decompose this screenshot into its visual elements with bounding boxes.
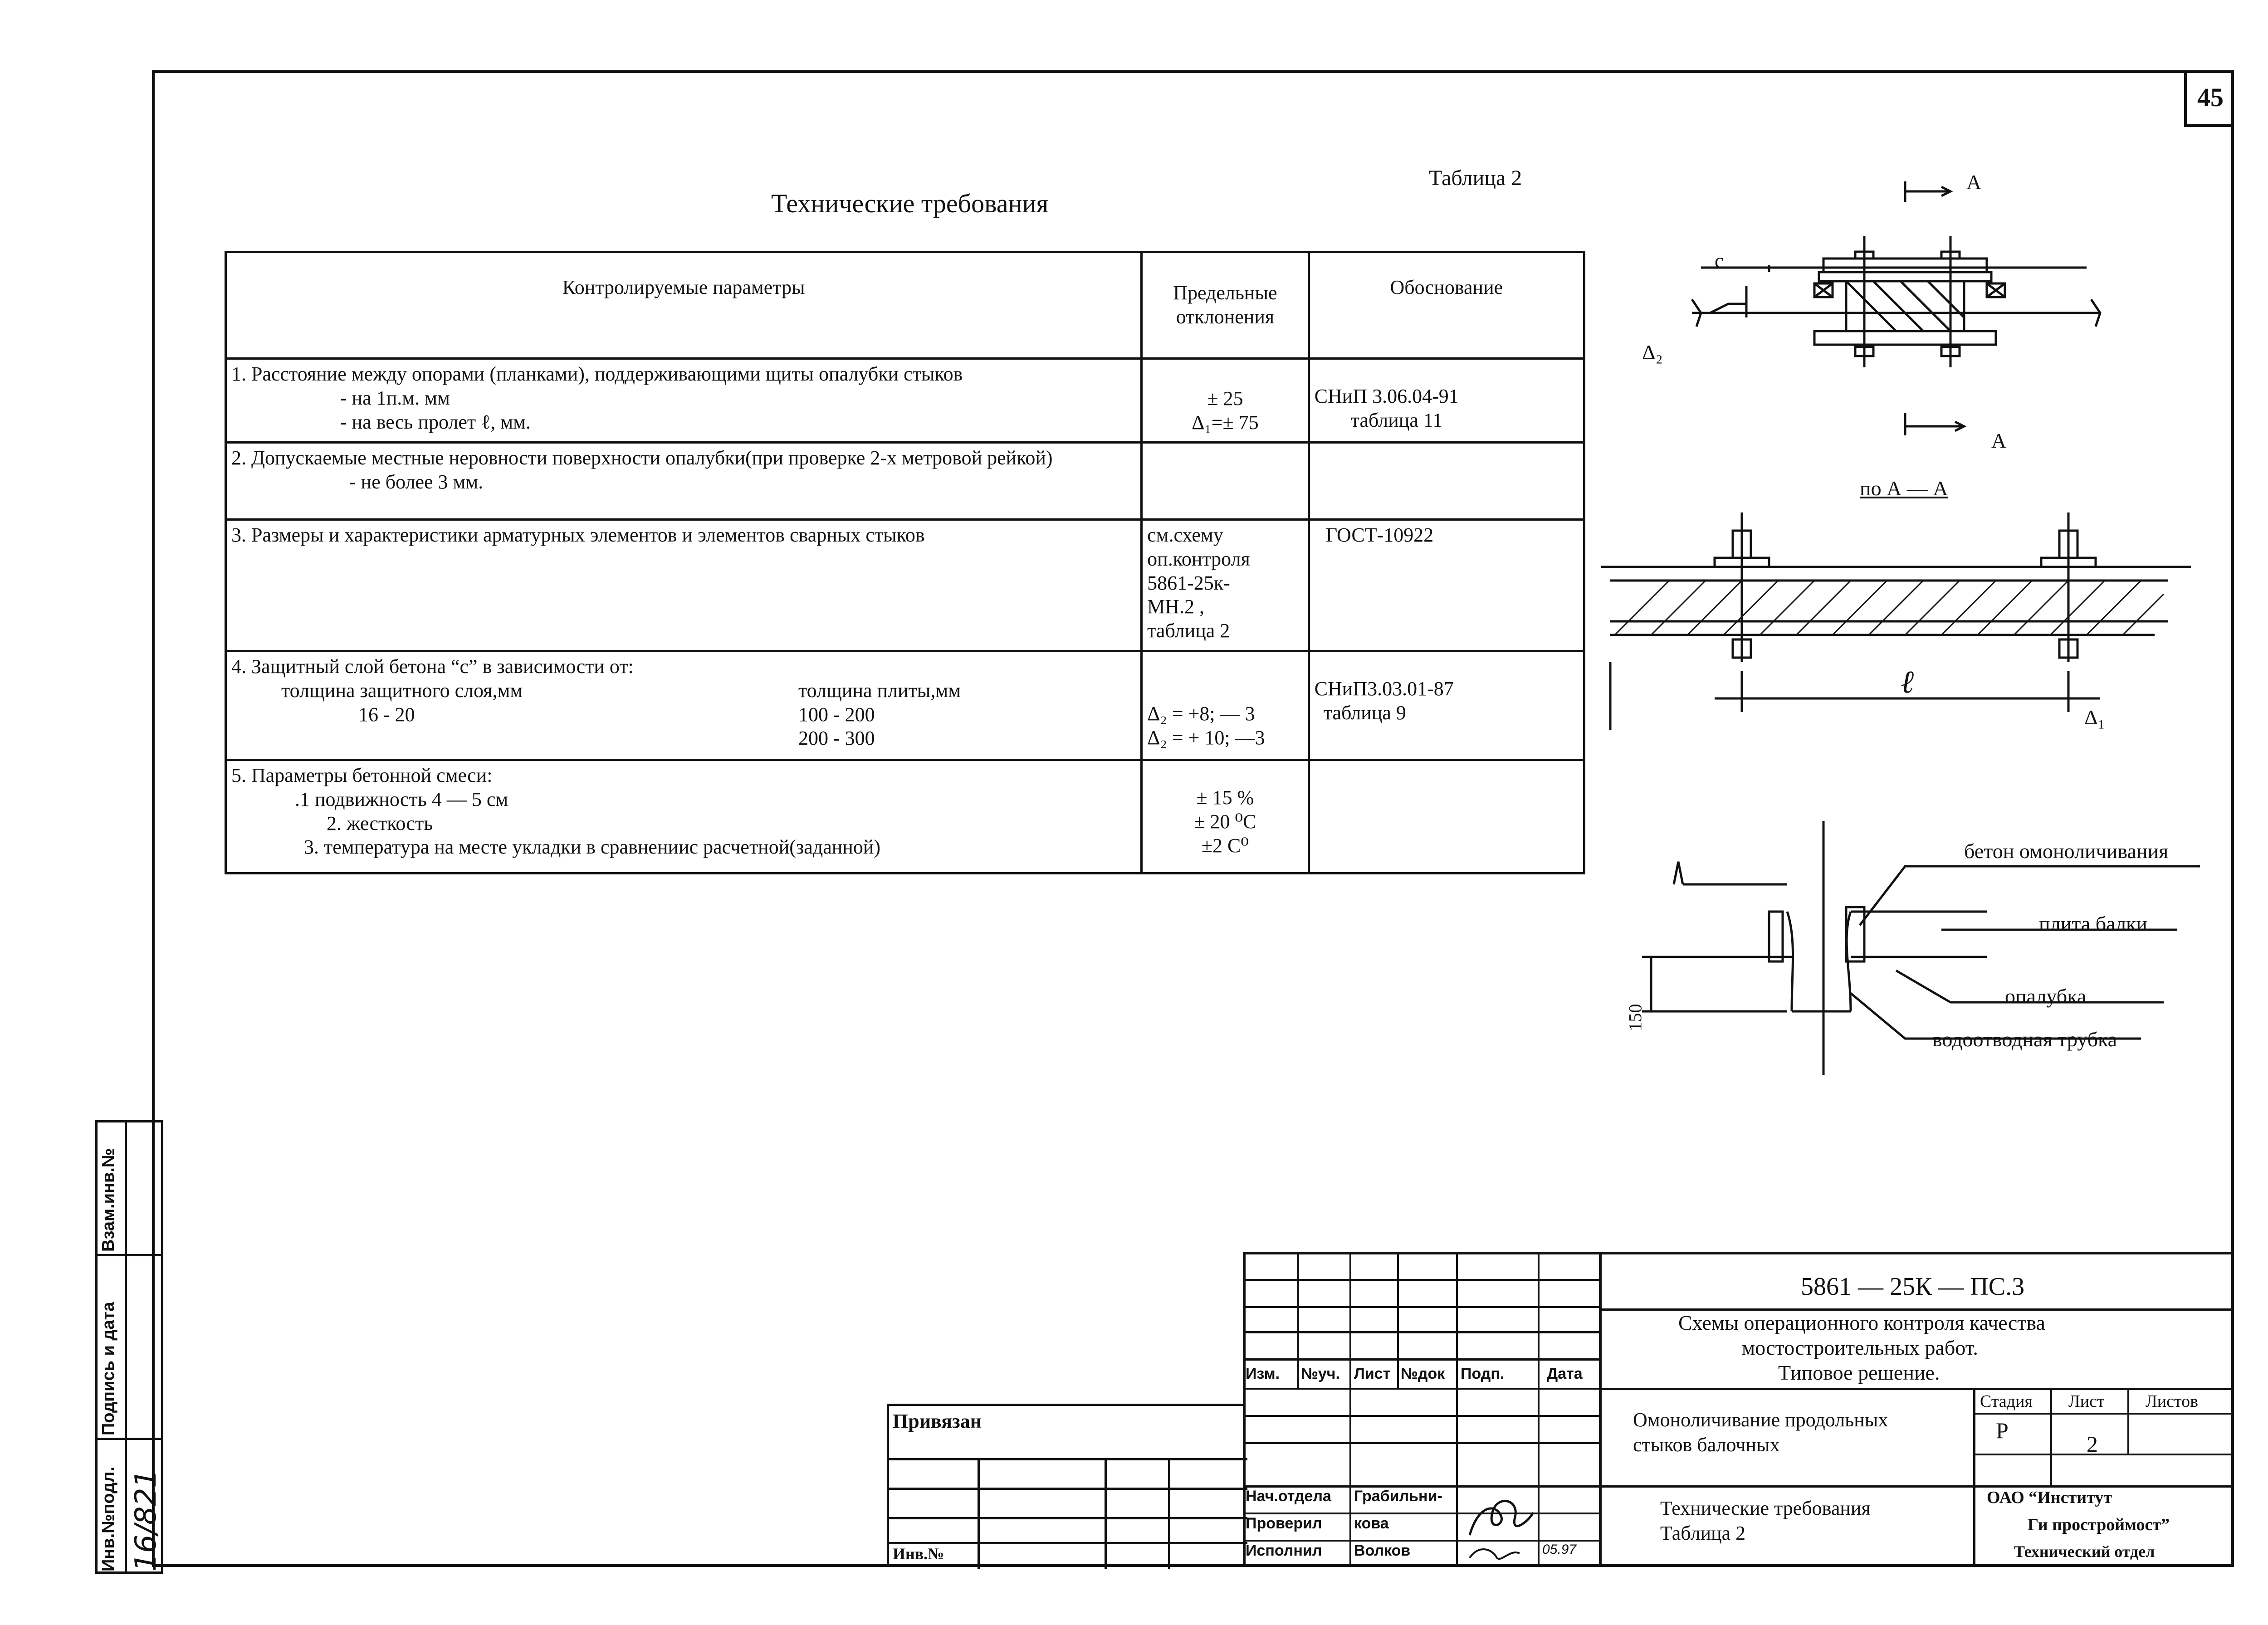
divider [1397,1252,1399,1388]
divider [2050,1388,2052,1485]
basis-line: ГОСТ-10922 [1325,524,1434,546]
divider [1243,1358,1601,1361]
divider [1243,1540,1601,1542]
binding-label: Привязан [893,1410,982,1432]
param-line: 2. Допускаемые местные неровности поверхности опалубки(при проверке 2-х метровой рейкой) [231,447,1053,469]
divider [1243,1513,1601,1514]
divider [95,1438,163,1440]
divider [1243,1306,1601,1308]
table-header-row [226,252,1584,359]
deviation-cell [1142,359,1309,443]
col-header: Подп. [1461,1365,1505,1382]
sidebar-label-inv: Инв.№подл. [99,1466,118,1571]
table-row [226,651,1584,760]
sub-cell: 100 - 200 [798,703,875,726]
basis-line: СНиП3.03.01-87 [1314,678,1454,700]
param-line: 5. Параметры бетонной смеси: [231,764,493,786]
role-label: Нач.отдела [1246,1488,1331,1505]
param-cell [226,520,1142,651]
param-line: 4. Защитный слой бетона “с” в зависимости от: [231,655,634,678]
label-l: ℓ [1901,665,1914,700]
basis-cell [1309,651,1584,760]
divider [1601,1388,2234,1390]
section-mark-top: А [1966,171,1982,194]
label-delta1: Δ₁ [2084,706,2105,729]
stage-header: Листов [2146,1392,2199,1411]
divider [978,1458,980,1569]
role-label: Исполнил [1246,1542,1322,1559]
table-row [226,443,1584,520]
param-line: 3. температура на месте укладки в сравнениис расчетной(заданной) [304,836,881,859]
divider [1243,1415,1601,1417]
param-cell [226,359,1142,443]
deviation-line: оп.контроля [1147,547,1250,570]
divider [95,1254,163,1256]
project-title-line: Схемы операционного контроля качества [1678,1311,2045,1334]
callout-slab: плита балки [2039,912,2147,935]
org-line: Технический отдел [2014,1542,2155,1561]
left-sidebar [95,1120,163,1574]
basis-cell [1309,520,1584,651]
divider [1973,1388,1975,1567]
header-basis: Обоснование [1309,252,1584,359]
table-row [226,760,1584,873]
deviation-cell [1142,443,1309,520]
divider [889,1517,1247,1519]
sub-row [231,703,1136,727]
param-line: 2. жесткость [327,812,433,834]
deviation-line: ±2 С⁰ [1201,834,1249,857]
deviation-line: ± 20 ⁰С [1194,810,1256,833]
name-label: Волков [1354,1542,1411,1559]
header-deviations: Предельные отклонения [1142,252,1309,359]
deviation-cell [1142,760,1309,873]
callout-drain-tube: водоотводная трубка [1932,1028,2117,1051]
joint-plan-drawing [1633,168,2132,440]
divider [1538,1252,1540,1567]
stage-value: Р [1996,1418,2009,1443]
divider [1243,1442,1601,1444]
deviation-line: Δ₂ = +8; — 3 [1147,703,1255,725]
sub-cell: 16 - 20 [358,703,415,726]
table-label: Таблица 2 [1429,166,1522,190]
deviation-line: Δ₁=± 75 [1192,411,1259,434]
project-title-line: мостостроительных работ. [1742,1336,1978,1359]
sub-header: толщина защитного слоя,мм [281,679,523,702]
sidebar-label-replace: Взам.инв.№ [99,1148,118,1252]
param-cell [226,760,1142,873]
divider [1243,1252,2234,1254]
param-line: - на 1п.м. мм [340,386,450,409]
project-title-line: Типовое решение. [1778,1361,1940,1384]
deviation-line: ± 25 [1207,387,1243,410]
basis-line: таблица 11 [1350,409,1443,431]
basis-cell [1309,760,1584,873]
divider [1599,1252,1602,1567]
deviation-line: 5861-25к- [1147,571,1230,594]
divider [2127,1388,2129,1454]
deviation-cell [1142,520,1309,651]
org-line: Ги простроймост” [2028,1515,2170,1534]
label-delta2: Δ₂ [1642,341,1663,364]
inv-label: Инв.№ [893,1545,944,1563]
divider [1297,1252,1299,1388]
requirements-table [225,251,1585,874]
sheet-title-line: Технические требования [1660,1497,1871,1519]
col-header: Лист [1354,1365,1391,1382]
divider [889,1488,1247,1490]
object-line: Омоноличивание продольных [1633,1409,1888,1431]
org-line: ОАО “Институт [1987,1488,2112,1507]
table-row [226,520,1584,651]
deviation-line: ± 15 % [1196,786,1254,809]
callout-concrete: бетон омоноличивания [1964,839,2169,863]
deviation-line: таблица 2 [1147,620,1230,642]
deviation-line: Δ₂ = + 10; —3 [1147,726,1265,749]
basis-cell [1309,443,1584,520]
param-line: - не более 3 мм. [349,470,484,493]
sheet-value: 2 [2087,1431,2098,1457]
basis-line: СНиП 3.06.04-91 [1314,385,1459,407]
sheet-title-line: Таблица 2 [1660,1522,1746,1544]
table-row [226,359,1584,443]
sub-cell: 200 - 300 [798,727,875,750]
divider [889,1458,1247,1460]
page-title: Технические требования [771,189,1049,218]
drawing-code: 5861 — 25К — ПС.3 [1801,1273,2025,1301]
page-number: 45 [2184,70,2234,127]
param-cell [226,443,1142,520]
role-label: Проверил [1246,1515,1322,1532]
basis-cell [1309,359,1584,443]
col-header: Дата [1547,1365,1583,1382]
divider [1456,1252,1458,1567]
param-line: 3. Размеры и характеристики арматурных элементов и элементов сварных стыков [231,524,925,546]
sub-row [231,727,1136,751]
callout-formwork: опалубка [2005,985,2087,1008]
stage-header: Стадия [1980,1392,2033,1411]
title-block [1243,1252,2234,1567]
sub-header-row [231,679,1136,703]
col-header: Изм. [1246,1365,1280,1382]
divider [1243,1331,1601,1333]
sidebar-inv-number: 16/821 [129,1469,163,1571]
col-header: №док [1401,1365,1445,1382]
sub-header: толщина плиты,мм [798,679,961,702]
section-title: по А — А [1860,477,1948,500]
divider [1973,1454,2234,1455]
deviation-cell [1142,651,1309,760]
label-c: с [1715,249,1724,272]
name-label: кова [1354,1515,1389,1532]
deviation-line: см.схему [1147,524,1223,546]
basis-line: таблица 9 [1323,701,1406,724]
param-line: .1 подвижность 4 — 5 см [295,788,508,810]
sub-cell [231,727,798,751]
divider [1168,1458,1170,1569]
section-mark-bottom: А [1991,429,2007,452]
divider [1105,1458,1107,1569]
sidebar-label-signature: Подпись и дата [99,1302,118,1435]
param-line: - на весь пролет ℓ, мм. [340,410,531,433]
signature-icon [1461,1485,1538,1562]
stage-header: Лист [2068,1392,2105,1411]
object-line: стыков балочных [1633,1434,1780,1456]
date-label: 05.97 [1542,1542,1577,1557]
header-params: Контролируемые параметры [226,252,1142,359]
binding-block [887,1404,1245,1567]
param-line: 1. Расстояние между опорами (планками), поддерживающими щиты опалубки стыков [231,363,963,385]
divider [1973,1413,2234,1415]
param-cell [226,651,1142,760]
name-label: Грабильни- [1354,1488,1442,1505]
divider [1243,1279,1601,1281]
col-header: №уч. [1301,1365,1340,1382]
divider [1349,1252,1351,1567]
dimension-150: 150 [1625,1004,1646,1031]
deviation-line: МН.2 , [1147,595,1205,618]
divider [1243,1388,1601,1390]
